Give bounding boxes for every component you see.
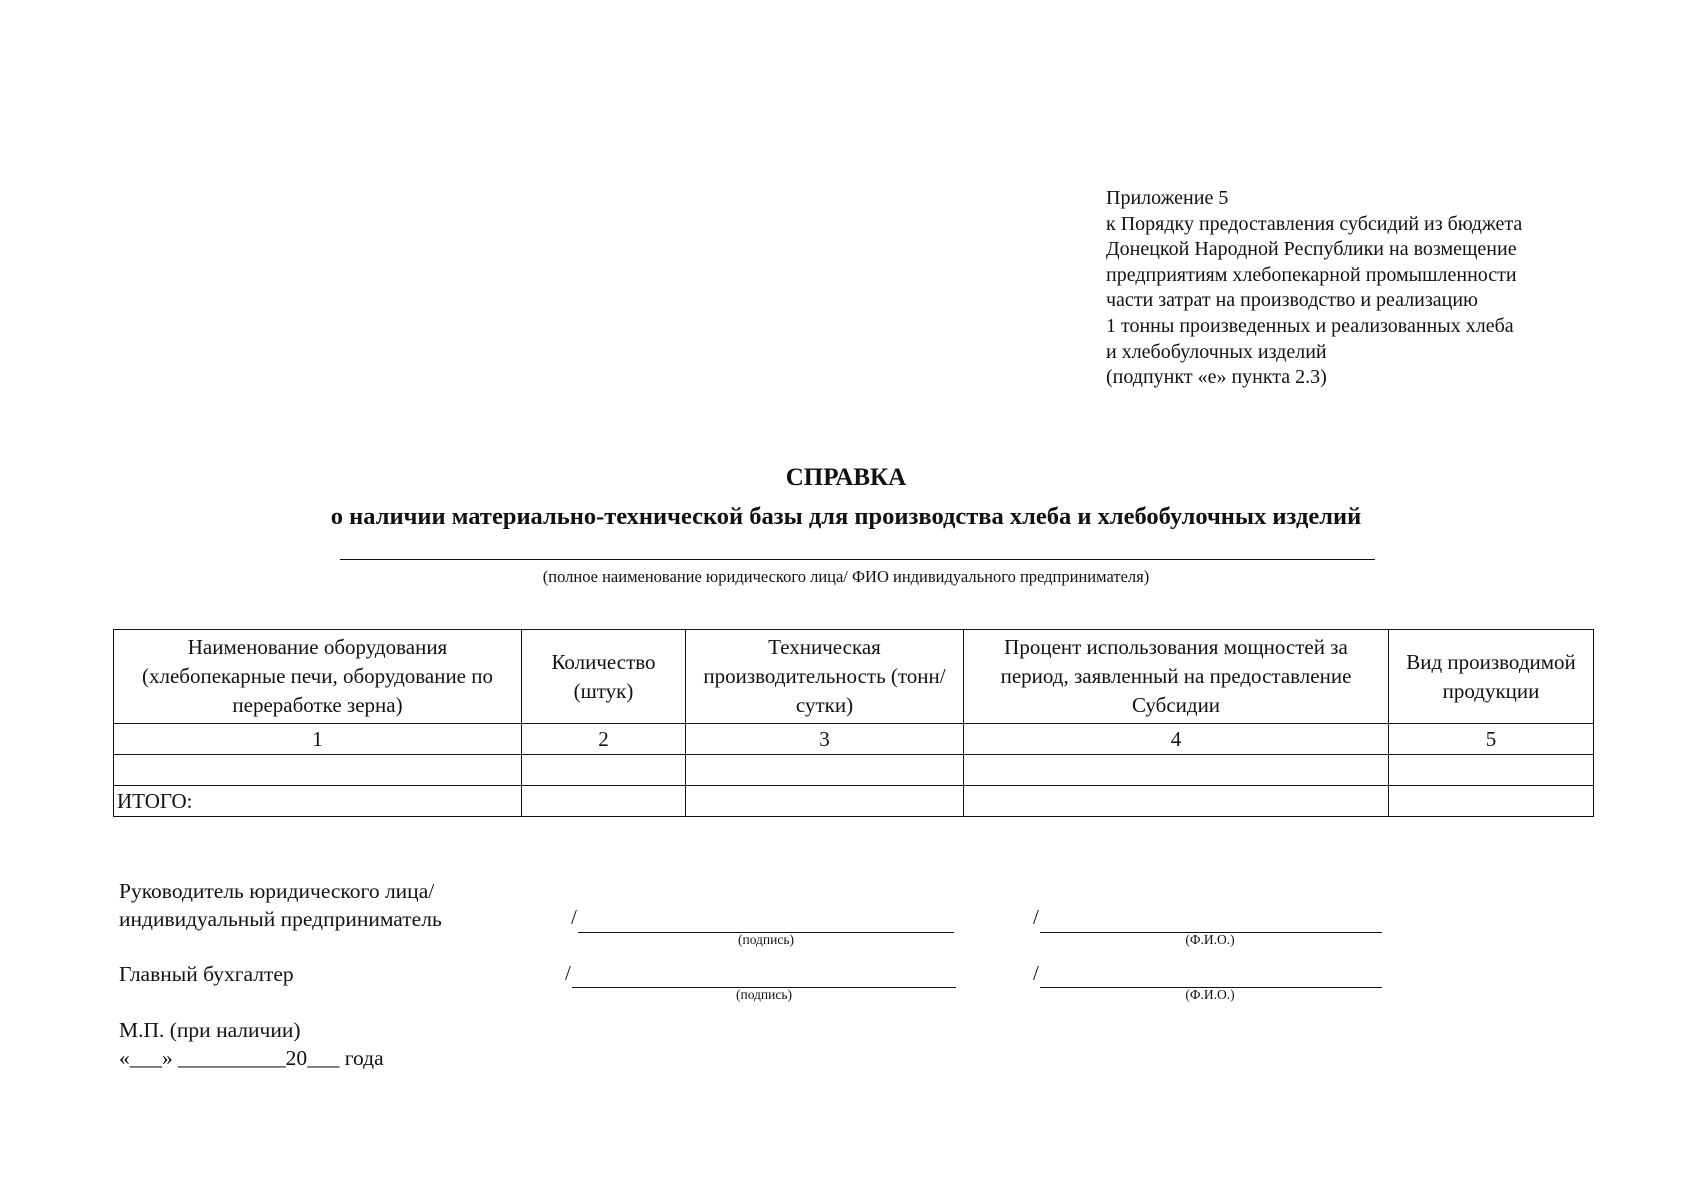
annex-line: Приложение 5: [1106, 187, 1229, 209]
annex-line: и хлебобулочных изделий: [1106, 340, 1327, 363]
date-line[interactable]: «___» __________20___ года: [119, 1046, 384, 1070]
header-utilization: Процент использования мощностей за период, заявленный на предоставление Субсидии: [964, 630, 1389, 724]
table-cell[interactable]: [964, 755, 1389, 786]
equipment-table: [113, 629, 1594, 817]
head-label: Руководитель юридического лица/ индивидуальный предприниматель: [119, 879, 442, 931]
entity-name-line[interactable]: [340, 559, 1375, 560]
header-quantity: Количество (штук): [522, 630, 686, 724]
annex-line: 1 тонны произведенных и реализованных хлеба: [1106, 314, 1514, 337]
column-number: 4: [964, 724, 1389, 755]
column-number: 3: [686, 724, 964, 755]
header-product-type: Вид производимой продукции: [1389, 630, 1594, 724]
annex-line: (подпункт «е» пункта 2.3): [1106, 366, 1327, 389]
total-cell[interactable]: [686, 786, 964, 817]
document-title: СПРАВКА: [785, 464, 907, 491]
accountant-signature-caption: (подпись): [735, 987, 793, 1002]
table-cell[interactable]: [114, 755, 522, 786]
header-capacity: Техническая производительность (тонн/сутки): [686, 630, 964, 724]
column-number: 5: [1389, 724, 1594, 755]
table-cell[interactable]: [686, 755, 964, 786]
fio-slash: /: [1033, 961, 1039, 985]
column-number: 2: [522, 724, 686, 755]
column-number: 1: [114, 724, 522, 755]
accountant-fio-caption: (Ф.И.О.): [1185, 987, 1235, 1002]
annex-line: Донецкой Народной Республики на возмещение: [1106, 238, 1517, 261]
total-cell[interactable]: [522, 786, 686, 817]
table-header-row: [114, 630, 1594, 724]
stamp-label: М.П. (при наличии): [119, 1018, 301, 1042]
accountant-label: Главный бухгалтер: [119, 962, 294, 986]
header-equipment-name: Наименование оборудования (хлебопекарные печи, оборудование по переработке зерна): [114, 630, 522, 724]
annex-line: к Порядку предоставления субсидий из бюджета: [1106, 212, 1523, 235]
table-row: [114, 755, 1594, 786]
table-cell[interactable]: [522, 755, 686, 786]
fio-slash: /: [1033, 905, 1039, 929]
total-label: ИТОГО:: [114, 786, 522, 817]
table-cell[interactable]: [1389, 755, 1594, 786]
annex-block: [1106, 186, 1522, 391]
total-cell[interactable]: [1389, 786, 1594, 817]
signature-slash: /: [571, 905, 577, 929]
annex-line: части затрат на производство и реализацию: [1106, 289, 1479, 312]
total-row: [114, 786, 1594, 817]
entity-name-caption: (полное наименование юридического лица/ ФИО индивидуального предпринимателя): [542, 567, 1150, 586]
signature-slash: /: [565, 961, 571, 985]
annex-line: предприятиям хлебопекарной промышленности: [1106, 263, 1517, 286]
head-signature-caption: (подпись): [737, 932, 795, 947]
head-fio-caption: (Ф.И.О.): [1185, 932, 1235, 947]
total-cell[interactable]: [964, 786, 1389, 817]
document-subtitle: о наличии материально-технической базы для производства хлеба и хлебобулочных изделий: [330, 503, 1362, 530]
column-number-row: [114, 724, 1594, 755]
